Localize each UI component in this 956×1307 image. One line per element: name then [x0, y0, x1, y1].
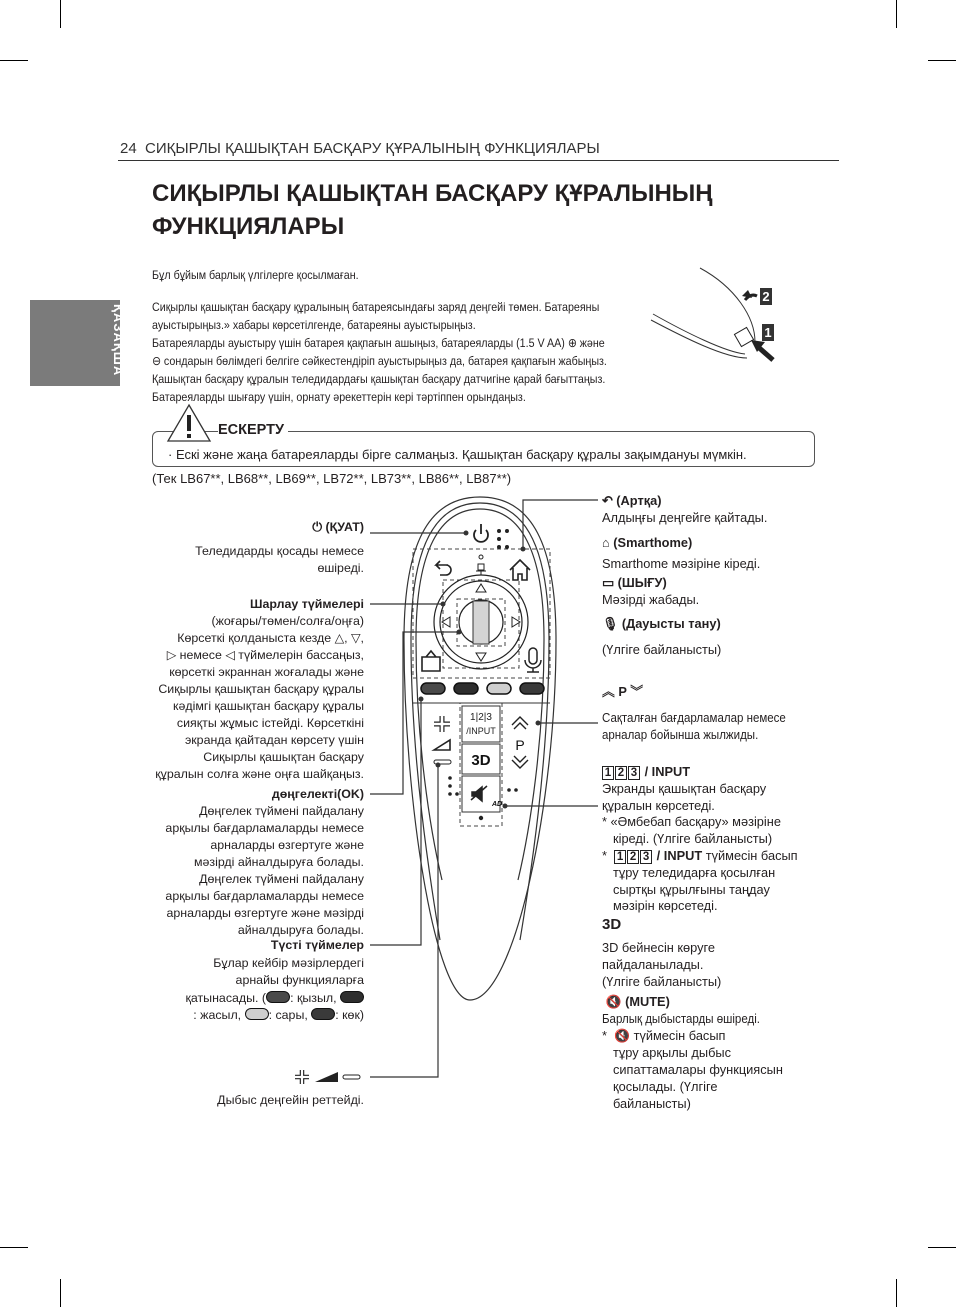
home-icon — [510, 560, 530, 580]
text-line: арналарды өзгертуге және — [210, 838, 364, 852]
exit-title: (ШЫҒУ) — [617, 575, 667, 590]
blue-button-icon — [311, 1008, 335, 1020]
program-callout — [602, 683, 806, 743]
text-line: 3D бейнесін көруге — [602, 940, 716, 955]
text-line: Сақталған бағдарламалар немесе — [602, 710, 786, 725]
text-line: көрсеткі экраннан жоғалады және — [169, 665, 364, 679]
text-line: сыртқы құрылғыны таңдау — [613, 881, 770, 897]
input-title: / INPUT — [644, 764, 691, 779]
text-line: кіреді. (Үлгіге байланысты) — [613, 831, 773, 847]
text-line: Қашықтан басқару құралын теледидардағы қашықтан басқару датчигіне қарай бағыттаңыз. — [152, 372, 606, 386]
volume-icon — [434, 740, 450, 750]
mute-note — [602, 1044, 783, 1112]
text-line: қатынасады. ( — [185, 990, 267, 1005]
text-line: Экранды қашықтан басқару — [602, 780, 767, 796]
step-2-badge: 2 — [762, 289, 770, 304]
text-line: кәдімгі қашықтан басқару құралы — [173, 699, 364, 713]
power-icon: ⏻ — [312, 520, 323, 534]
number-keys-icon: 1 2 3 — [602, 766, 641, 780]
model-note: (Тек LB67**, LB68**, LB69**, LB72**, LB73**, LB86**, LB87**) — [152, 471, 512, 486]
page-number: 24 — [120, 140, 137, 157]
channel-up-icon — [512, 717, 528, 729]
text-line: Сиқырлы қашықтан басқару құралының батареясындағы заряд деңгейі төмен. Батареяны — [152, 300, 600, 314]
power-callout — [195, 519, 364, 577]
text-line: Батареяларды ауыстыру үшін батарея қақпағын ашыңыз, батареяларды (1.5 V AA) ⊕ және — [152, 336, 605, 350]
mute-title: (MUTE) — [625, 994, 670, 1009]
text-line: : көк) — [335, 1008, 364, 1022]
text-line: арналарды өзгертуге және мәзірді — [166, 906, 364, 920]
3d-button-label: 3D — [471, 752, 491, 769]
text-line: Дөңгелек түймені пайдалану — [199, 872, 364, 886]
input-title: / INPUT — [656, 847, 703, 863]
down-arrow-icon — [476, 653, 486, 661]
3d-desc — [602, 939, 721, 990]
input-callout: 1 2 3 / INPUT Экранды қашықтан басқару құралын көрсетеді. * «Әмбебап басқару» мәзіріне кіреді. (Үлгіге байланысты) * 1 2 3 / INPUT түймесін басып тұру теледидарға қосылған сыртқы құрылғыны таңдау мәзірін көрсетеді. — [602, 764, 798, 914]
mute-desc: Барлық дыбыстарды өшіреді. — [602, 1011, 760, 1026]
back-icon — [436, 561, 451, 575]
text-line: Бұлар кейбір мәзірлердегі — [213, 955, 364, 970]
voice-title: (Дауысты тану) — [621, 616, 721, 631]
program-title: P — [618, 684, 627, 699]
text-line: (жоғары/төмен/солға/оңға) — [211, 614, 364, 628]
text-line: мәзірді айналдыруға болады. — [193, 855, 364, 869]
mute-ad-icon: 🔇 — [614, 1028, 631, 1043]
text-line: ▷ немесе ◁ түймелерін бассаңыз, — [166, 648, 364, 662]
text-line: өшіреді. — [317, 561, 364, 575]
text-line: арналар бойынша жылжиды. — [602, 727, 759, 742]
3d-title: 3D — [602, 916, 622, 933]
power-title: (ҚУАТ) — [325, 520, 364, 534]
text-line: арнайы функцияларға — [235, 973, 364, 987]
channel-up-icon: ︽ — [602, 684, 615, 699]
volume-icons — [293, 1069, 365, 1085]
text-line: сияқты жұмыс істейді. Көрсеткіні — [176, 716, 364, 730]
text-line: тұру арқылы дыбыс — [613, 1045, 732, 1060]
input-desc — [602, 781, 798, 815]
navigation-desc — [155, 613, 364, 783]
language-tab-label: ҚАЗАҚША — [111, 304, 126, 377]
text-line: түймесін басып — [705, 847, 798, 863]
power-icon — [474, 524, 488, 542]
caution-label: ЕСКЕРТУ — [218, 422, 288, 438]
color-buttons-callout — [185, 937, 364, 1025]
step-1-badge: 1 — [764, 325, 772, 340]
color-button — [421, 683, 445, 694]
color-button — [520, 683, 544, 694]
program-desc — [602, 709, 786, 743]
text-line: сипаттамалары функциясын — [613, 1062, 783, 1077]
text-line: экранда қайтадан көрсету үшін — [184, 733, 364, 747]
text-line: : қызыл, — [290, 990, 337, 1005]
running-title: СИҚЫРЛЫ ҚАШЫҚТАН БАСҚАРУ ҚҰРАЛЫНЫҢ ФУНКЦИЯЛАРЫ — [145, 140, 600, 157]
color-button — [454, 683, 478, 694]
voice-desc: (Үлгіге байланысты) — [602, 642, 722, 657]
text-line: ⊖ сондарын бөлімдегі белгіге сәйкестендіріп ауыстырыңыз да, батарея қақпағын жабыңыз. — [152, 354, 607, 368]
volume-up-icon — [434, 716, 450, 732]
volume-desc: Дыбыс деңгейін реттейді. — [217, 1093, 364, 1107]
wheel-desc — [165, 803, 364, 939]
exit-icon: ▭ — [602, 575, 615, 590]
back-desc: Алдыңғы деңгейге қайтады. — [602, 510, 768, 525]
channel-down-icon — [512, 756, 528, 768]
ad-label: AD — [492, 801, 503, 808]
green-button-icon — [340, 991, 364, 1003]
voice-callout — [602, 615, 721, 658]
intro-text: Бұл бұйым барлық үлгілерге қосылмаған. — [152, 268, 359, 282]
caution-text: · Ескі және жаңа батареяларды бірге салмаңыз. Қашықтан басқару құралы зақымдануы мүмкін. — [168, 447, 747, 462]
voice-small-icon — [476, 564, 486, 575]
voice-icon — [525, 648, 541, 672]
channel-down-icon: ︾ — [630, 684, 644, 699]
power-desc — [195, 543, 364, 577]
text-line: * «Әмбебап басқару» мәзіріне — [602, 814, 781, 830]
text-line: байланысты) — [613, 1096, 691, 1111]
text-line: Сиқырлы қашықтан басқару — [203, 750, 364, 764]
text-line: мәзірін көрсетеді. — [613, 898, 718, 914]
home-callout — [602, 532, 760, 574]
text-line: Дөңгелек түймені пайдалану — [199, 804, 364, 818]
navigation-title: Шарлау түймелері — [250, 597, 364, 611]
3d-callout — [602, 916, 721, 990]
wheel-title: дөңгелекті(OK) — [271, 787, 364, 801]
exit-icon — [422, 651, 440, 671]
up-arrow-icon — [476, 584, 486, 592]
yellow-button-icon — [245, 1008, 269, 1020]
microphone-icon: 🎙 — [602, 616, 619, 631]
text-line: пайдаланылады. — [602, 957, 704, 972]
input-digits: 1|2|3 — [470, 712, 492, 723]
text-line: ауыстырыңыз.» хабары көрсетілгенде, батареяны ауыстырыңыз. — [152, 318, 476, 332]
color-button — [487, 683, 511, 694]
wheel-callout — [165, 786, 364, 939]
color-buttons-title: Түсті түймелер — [270, 938, 364, 952]
text-line: : жасыл, — [193, 1008, 242, 1022]
mute-callout: 🔇 (MUTE) Барлық дыбыстарды өшіреді. * 🔇 түймесін басып тұру арқылы дыбыс сипаттамалары функциясын қосылады. (Үлгіге байланысты) — [602, 994, 783, 1111]
text-line: арқылы бағдарламаларды немесе — [165, 889, 364, 903]
text-line: түймесін басып — [633, 1028, 726, 1043]
text-line: Теледидарды қосады немесе — [195, 544, 364, 558]
red-button-icon — [266, 991, 290, 1003]
input-note — [602, 865, 798, 915]
p-label: P — [515, 737, 525, 753]
exit-desc: Мәзірді жабады. — [602, 592, 700, 607]
back-callout — [602, 492, 767, 526]
text-line: Сиқырлы қашықтан басқару құралы — [158, 682, 364, 696]
text-line: Батареяларды шығару үшін, орнату әрекеттерін кері тәртіппен орындаңыз. — [152, 390, 526, 404]
text-line: қосылады. (Үлгіге — [613, 1079, 718, 1094]
text-line: айналдыруға болады. — [237, 923, 364, 937]
text-line: құралын солға және оңға шайқаңыз. — [155, 767, 364, 781]
back-icon: ↶ — [602, 493, 613, 508]
mute-icon: 🔇 — [605, 994, 622, 1009]
text-line: (Үлгіге байланысты) — [602, 974, 722, 989]
text-line: арқылы бағдарламаларды немесе — [165, 821, 364, 835]
text-line: Көрсеткі қолданыста кезде △, ▽, — [177, 631, 364, 645]
home-desc: Smarthome мәзіріне кіреді. — [602, 556, 761, 571]
home-title: (Smarthome) — [613, 535, 693, 550]
input-button-label: /INPUT — [466, 726, 496, 736]
text-line: құралын көрсетеді. — [602, 797, 715, 813]
navigation-callout — [155, 596, 364, 783]
exit-callout — [602, 574, 699, 608]
page-title-line: СИҚЫРЛЫ ҚАШЫҚТАН БАСҚАРУ ҚҰРАЛЫНЫҢ — [152, 180, 713, 207]
page-title-line: ФУНКЦИЯЛАРЫ — [152, 213, 345, 240]
text-line: : сары, — [268, 1008, 308, 1022]
text-line: тұру теледидарға қосылған — [613, 864, 776, 880]
back-title: (Артқа) — [616, 493, 662, 508]
home-icon: ⌂ — [602, 535, 610, 550]
